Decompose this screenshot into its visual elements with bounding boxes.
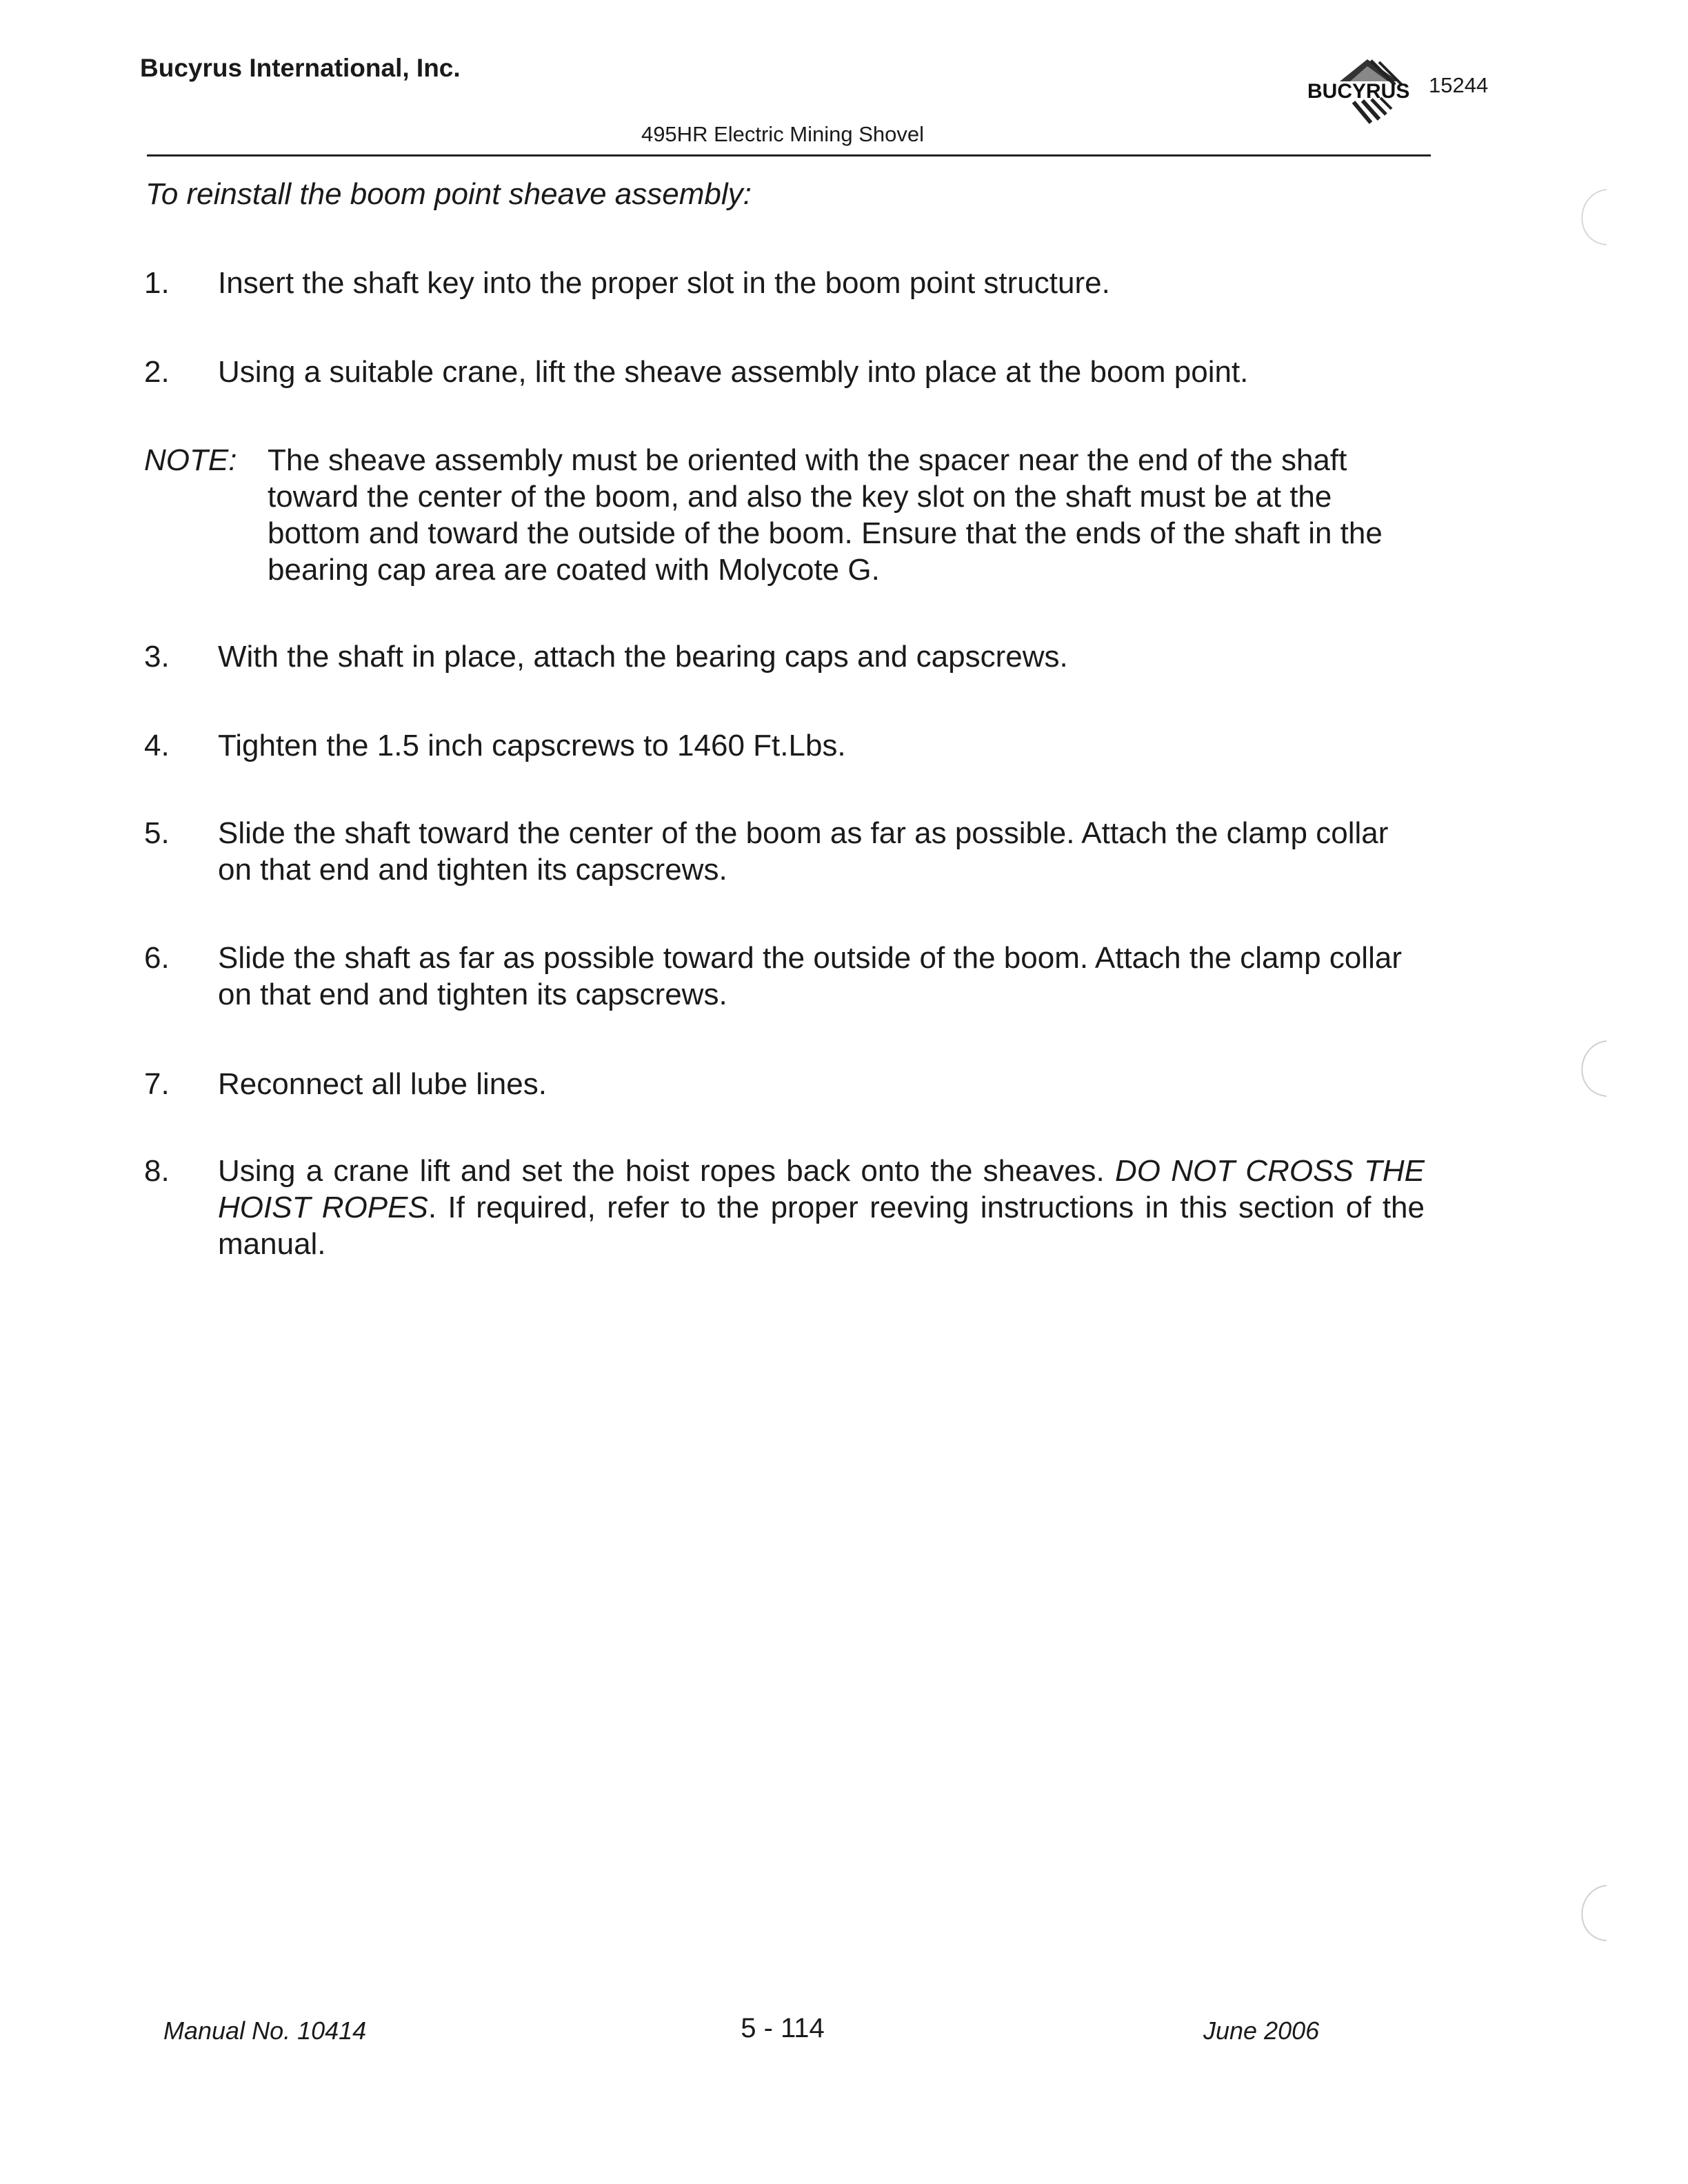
footer-manual-number: Manual No. 10414: [163, 2016, 367, 2045]
step-text: [218, 1153, 1425, 1262]
step-text: With the shaft in place, attach the bearing caps and capscrews.: [218, 640, 1068, 674]
logo-text: BUCYRUS: [1307, 80, 1410, 103]
step-text-before: Using a crane lift and set the hoist ropes back onto the sheaves.: [218, 1154, 1105, 1188]
document-subtitle: 495HR Electric Mining Shovel: [641, 122, 925, 146]
step-number: 4.: [144, 729, 170, 762]
step-text: Tighten the 1.5 inch capscrews to 1460 Ft.Lbs.: [218, 729, 846, 762]
note-text: The sheave assembly must be oriented with the spacer near the end of the shaft toward the center of the boom, and also the key slot on the shaft must be at the bottom and toward the outside of the boom. Ensure that the ends of the shaft in the bearing cap area are coated with Molycote G.: [268, 443, 1383, 587]
footer-page-number: 5 - 114: [741, 2013, 825, 2043]
step-number: 1.: [144, 266, 170, 300]
binder-hole-mark: [1565, 186, 1614, 248]
step-number: 6.: [144, 941, 170, 975]
step-text-warning: DO NOT CROSS THE HOIST ROPES: [218, 1154, 1425, 1224]
step-number: 2.: [144, 355, 170, 389]
step-text: Insert the shaft key into the proper slot in the boom point structure.: [218, 266, 1110, 300]
step-text: Slide the shaft toward the center of the boom as far as possible. Attach the clamp collar on that end and tighten its capscrews.: [218, 816, 1389, 887]
footer-date: June 2006: [1203, 2016, 1320, 2045]
company-name: Bucyrus International, Inc.: [140, 54, 461, 82]
binder-hole-mark: [1565, 1038, 1614, 1100]
header-divider: [147, 154, 1431, 156]
binder-hole-mark: [1565, 1882, 1614, 1944]
step-number: 8.: [144, 1154, 170, 1188]
step-number: 7.: [144, 1067, 170, 1101]
section-intro: To reinstall the boom point sheave assembly:: [145, 177, 752, 211]
step-number: 3.: [144, 640, 170, 674]
document-number: 15244: [1429, 73, 1489, 97]
step-number: 5.: [144, 816, 170, 850]
note-label: NOTE:: [144, 443, 237, 477]
bucyrus-logo-icon: [1302, 54, 1426, 131]
step-text-after: . If required, refer to the proper reeving instructions in this section of the manual.: [218, 1191, 1425, 1261]
step-text: Slide the shaft as far as possible toward the outside of the boom. Attach the clamp collar on that end and tighten its capscrews.: [218, 941, 1402, 1011]
step-text: Reconnect all lube lines.: [218, 1067, 547, 1101]
step-text: Using a suitable crane, lift the sheave assembly into place at the boom point.: [218, 355, 1249, 389]
